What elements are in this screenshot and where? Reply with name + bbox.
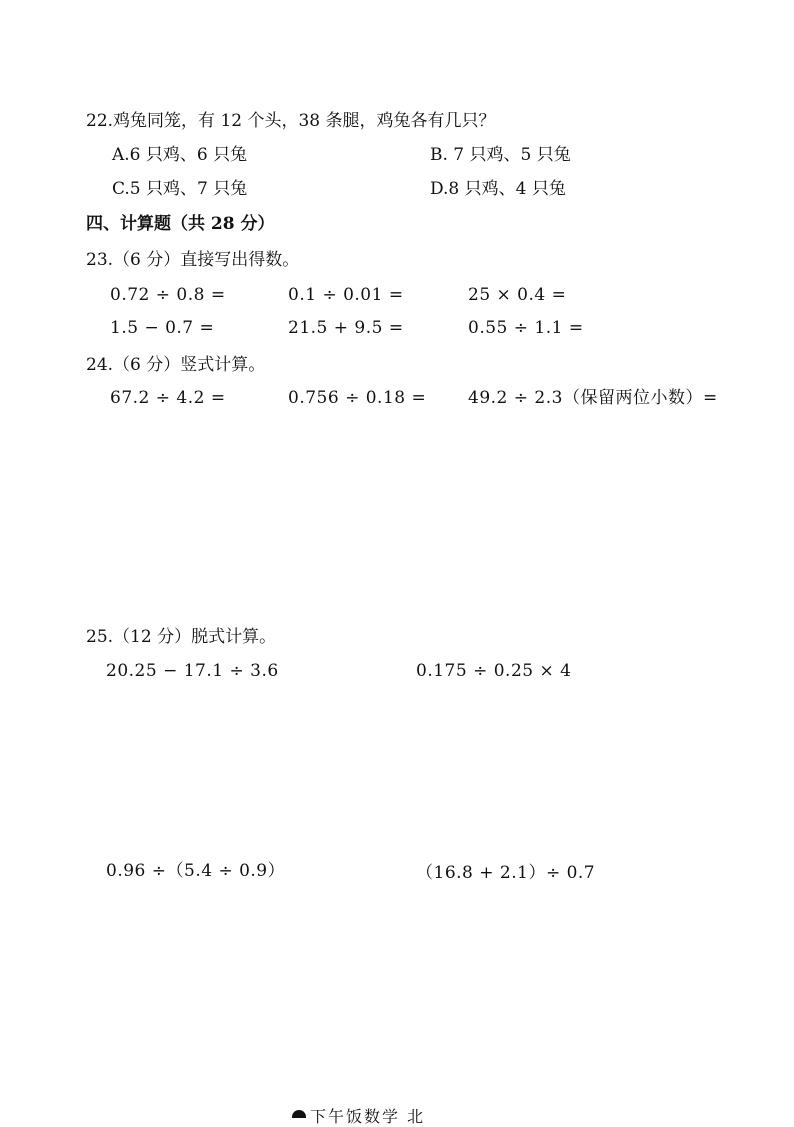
q22-option-c: C.5 只鸡、7 只兔 — [112, 179, 248, 199]
q25-item-4: （16.8 + 2.1）÷ 0.7 — [416, 863, 596, 883]
q23-item-5: 21.5 + 9.5 = — [288, 318, 404, 338]
q23-item-6: 0.55 ÷ 1.1 = — [468, 318, 584, 338]
footer-logo-icon — [292, 1110, 306, 1118]
q25-item-2: 0.175 ÷ 0.25 × 4 — [416, 661, 572, 681]
q24-stem: 24.（6 分）竖式计算。 — [86, 355, 266, 375]
q24-item-2: 0.756 ÷ 0.18 = — [288, 388, 427, 408]
q25-stem: 25.（12 分）脱式计算。 — [86, 627, 277, 647]
q24-item-1: 67.2 ÷ 4.2 = — [110, 388, 226, 408]
q22-option-b: B. 7 只鸡、5 只兔 — [430, 145, 571, 165]
q25-item-1: 20.25 − 17.1 ÷ 3.6 — [106, 661, 279, 681]
q23-item-4: 1.5 − 0.7 = — [110, 318, 215, 338]
q23-item-1: 0.72 ÷ 0.8 = — [110, 285, 226, 305]
q23-stem: 23.（6 分）直接写出得数。 — [86, 250, 300, 270]
q22-option-d: D.8 只鸡、4 只兔 — [430, 179, 566, 199]
q23-item-2: 0.1 ÷ 0.01 = — [288, 285, 404, 305]
section4-title: 四、计算题（共 28 分） — [86, 214, 275, 234]
q25-item-3: 0.96 ÷（5.4 ÷ 0.9） — [106, 861, 286, 881]
q22-stem: 22.鸡兔同笼，有 12 个头，38 条腿，鸡兔各有几只？ — [86, 111, 496, 131]
q22-option-a: A.6 只鸡、6 只兔 — [112, 145, 248, 165]
q24-item-3: 49.2 ÷ 2.3（保留两位小数）= — [468, 388, 718, 408]
footer-text: 下午饭数学 北 — [310, 1107, 426, 1126]
q23-item-3: 25 × 0.4 = — [468, 285, 567, 305]
